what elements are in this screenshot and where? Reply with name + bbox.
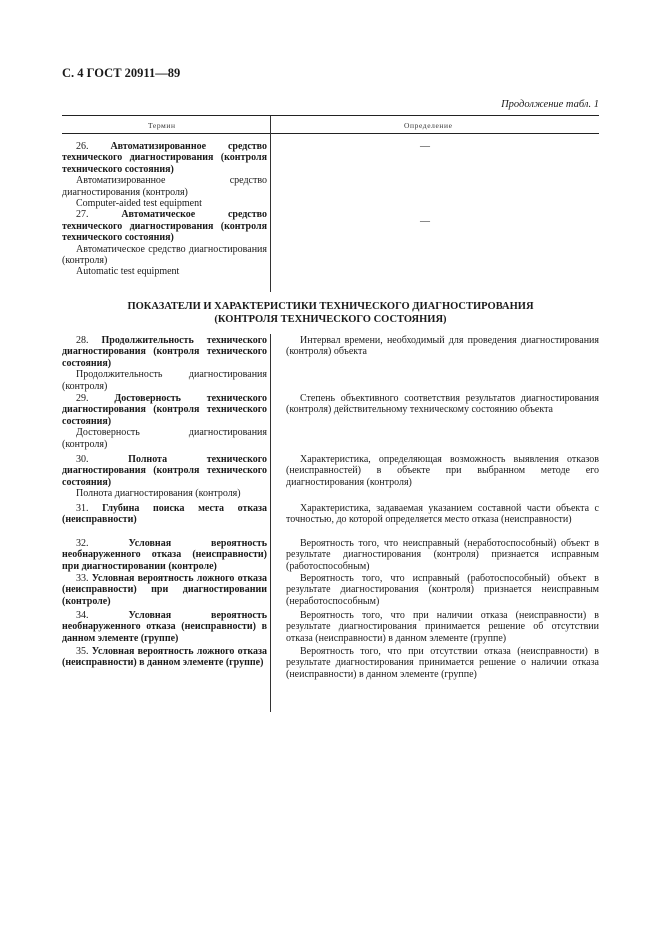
definition-30: Характеристика, определяющая возможность выявления отказов (неисправностей) в объекте при выбранном методе его диагностирования (контроля) — [286, 454, 599, 488]
term-entry-33: 33. Условная вероятность ложного отказа (неисправности) при диагностировании (контроле) — [62, 573, 268, 607]
term-entry-28: 28. Продолжительность технического диагностирования (контроля технического состояния) Продолжительность диагностирования (контроля) — [62, 335, 267, 392]
definition-34: Вероятность того, что при наличии отказа (неисправности) в результате диагностирования принимается решение об отсутствии отказа (неисправности) в данном элементе (группе) — [286, 610, 599, 644]
term-column-group-1 — [62, 141, 267, 278]
section-heading-line-2: (КОНТРОЛЯ ТЕХНИЧЕСКОГО СОСТОЯНИЯ) — [214, 313, 447, 325]
definition-35: Вероятность того, что при отсутствии отказа (неисправности) в результате диагностирования принимается решение о наличии отказа (неисправности) в данном элементе (группе) — [286, 646, 599, 680]
table-header-rule — [62, 133, 599, 134]
definition-dash-27: — — [420, 216, 430, 227]
term-entry-31: 31. Глубина поиска места отказа (неисправности) — [62, 503, 267, 526]
term-entry-30: 30. Полнота технического диагностирования (контроля технического состояния) Полнота диагностирования (контроля) — [62, 454, 267, 500]
term-synonym: Полнота диагностирования (контроля) — [76, 488, 241, 500]
definition-33: Вероятность того, что исправный (работоспособный) объект в результате диагностирования (контроля) признается неисправным (неработоспособным) — [286, 573, 599, 607]
table-continuation-label: Продолжение табл. 1 — [501, 99, 599, 110]
term-entry-35: 35. Условная вероятность ложного отказа (неисправности) в данном элементе (группе) — [62, 646, 268, 669]
term-english: Automatic test equipment — [76, 266, 180, 278]
section-heading-line-1: ПОКАЗАТЕЛИ И ХАРАКТЕРИСТИКИ ТЕХНИЧЕСКОГО ДИАГНОСТИРОВАНИЯ — [127, 301, 534, 312]
definition-32: Вероятность того, что неисправный (неработоспособный) объект в результате диагностирования (контроля) признается исправным (работоспособным) — [286, 538, 599, 572]
column-divider — [270, 116, 271, 292]
term-english: Computer-aided test equipment — [76, 198, 202, 210]
definition-31: Характеристика, задаваемая указанием составной части объекта с точностью, до которой определяется место отказа (неисправности) — [286, 503, 599, 526]
term-entry-34: 34. Условная вероятность необнаруженного отказа (неисправности) в данном элементе (группе) — [62, 610, 267, 644]
definition-dash-26: — — [420, 141, 430, 152]
table-top-rule — [62, 115, 599, 116]
term-synonym: Автоматизированное средство диагностирования (контроля) — [62, 175, 267, 198]
column-header-term: Термин — [148, 121, 176, 130]
section-heading — [62, 301, 599, 326]
page-header: С. 4 ГОСТ 20911—89 — [62, 66, 181, 80]
term-entry-27: 27. Автоматическое средство технического диагностирования (контроля технического состояния) — [62, 209, 267, 244]
term-synonym: Продолжительность диагностирования (контроля) — [62, 369, 267, 392]
term-synonym: Достоверность диагностирования (контроля) — [62, 427, 267, 450]
definition-28: Интервал времени, необходимый для проведения диагностирования (контроля) объекта — [286, 335, 599, 358]
definition-29: Степень объективного соответствия результатов диагностирования (контроля) действительному техническому состоянию объекта — [286, 393, 599, 416]
term-entry-26: 26. Автоматизированное средство технического диагностирования (контроля технического состояния) — [62, 141, 267, 175]
column-divider — [270, 334, 271, 712]
term-entry-32: 32. Условная вероятность необнаруженного отказа (неисправности) при диагностировании (контроле) — [62, 538, 267, 572]
term-synonym: Автоматическое средство диагностирования (контроля) — [62, 243, 267, 267]
column-header-definition: Определение — [404, 121, 453, 130]
term-entry-29: 29. Достоверность технического диагностирования (контроля технического состояния) Достоверность диагностирования (контроля) — [62, 393, 268, 450]
